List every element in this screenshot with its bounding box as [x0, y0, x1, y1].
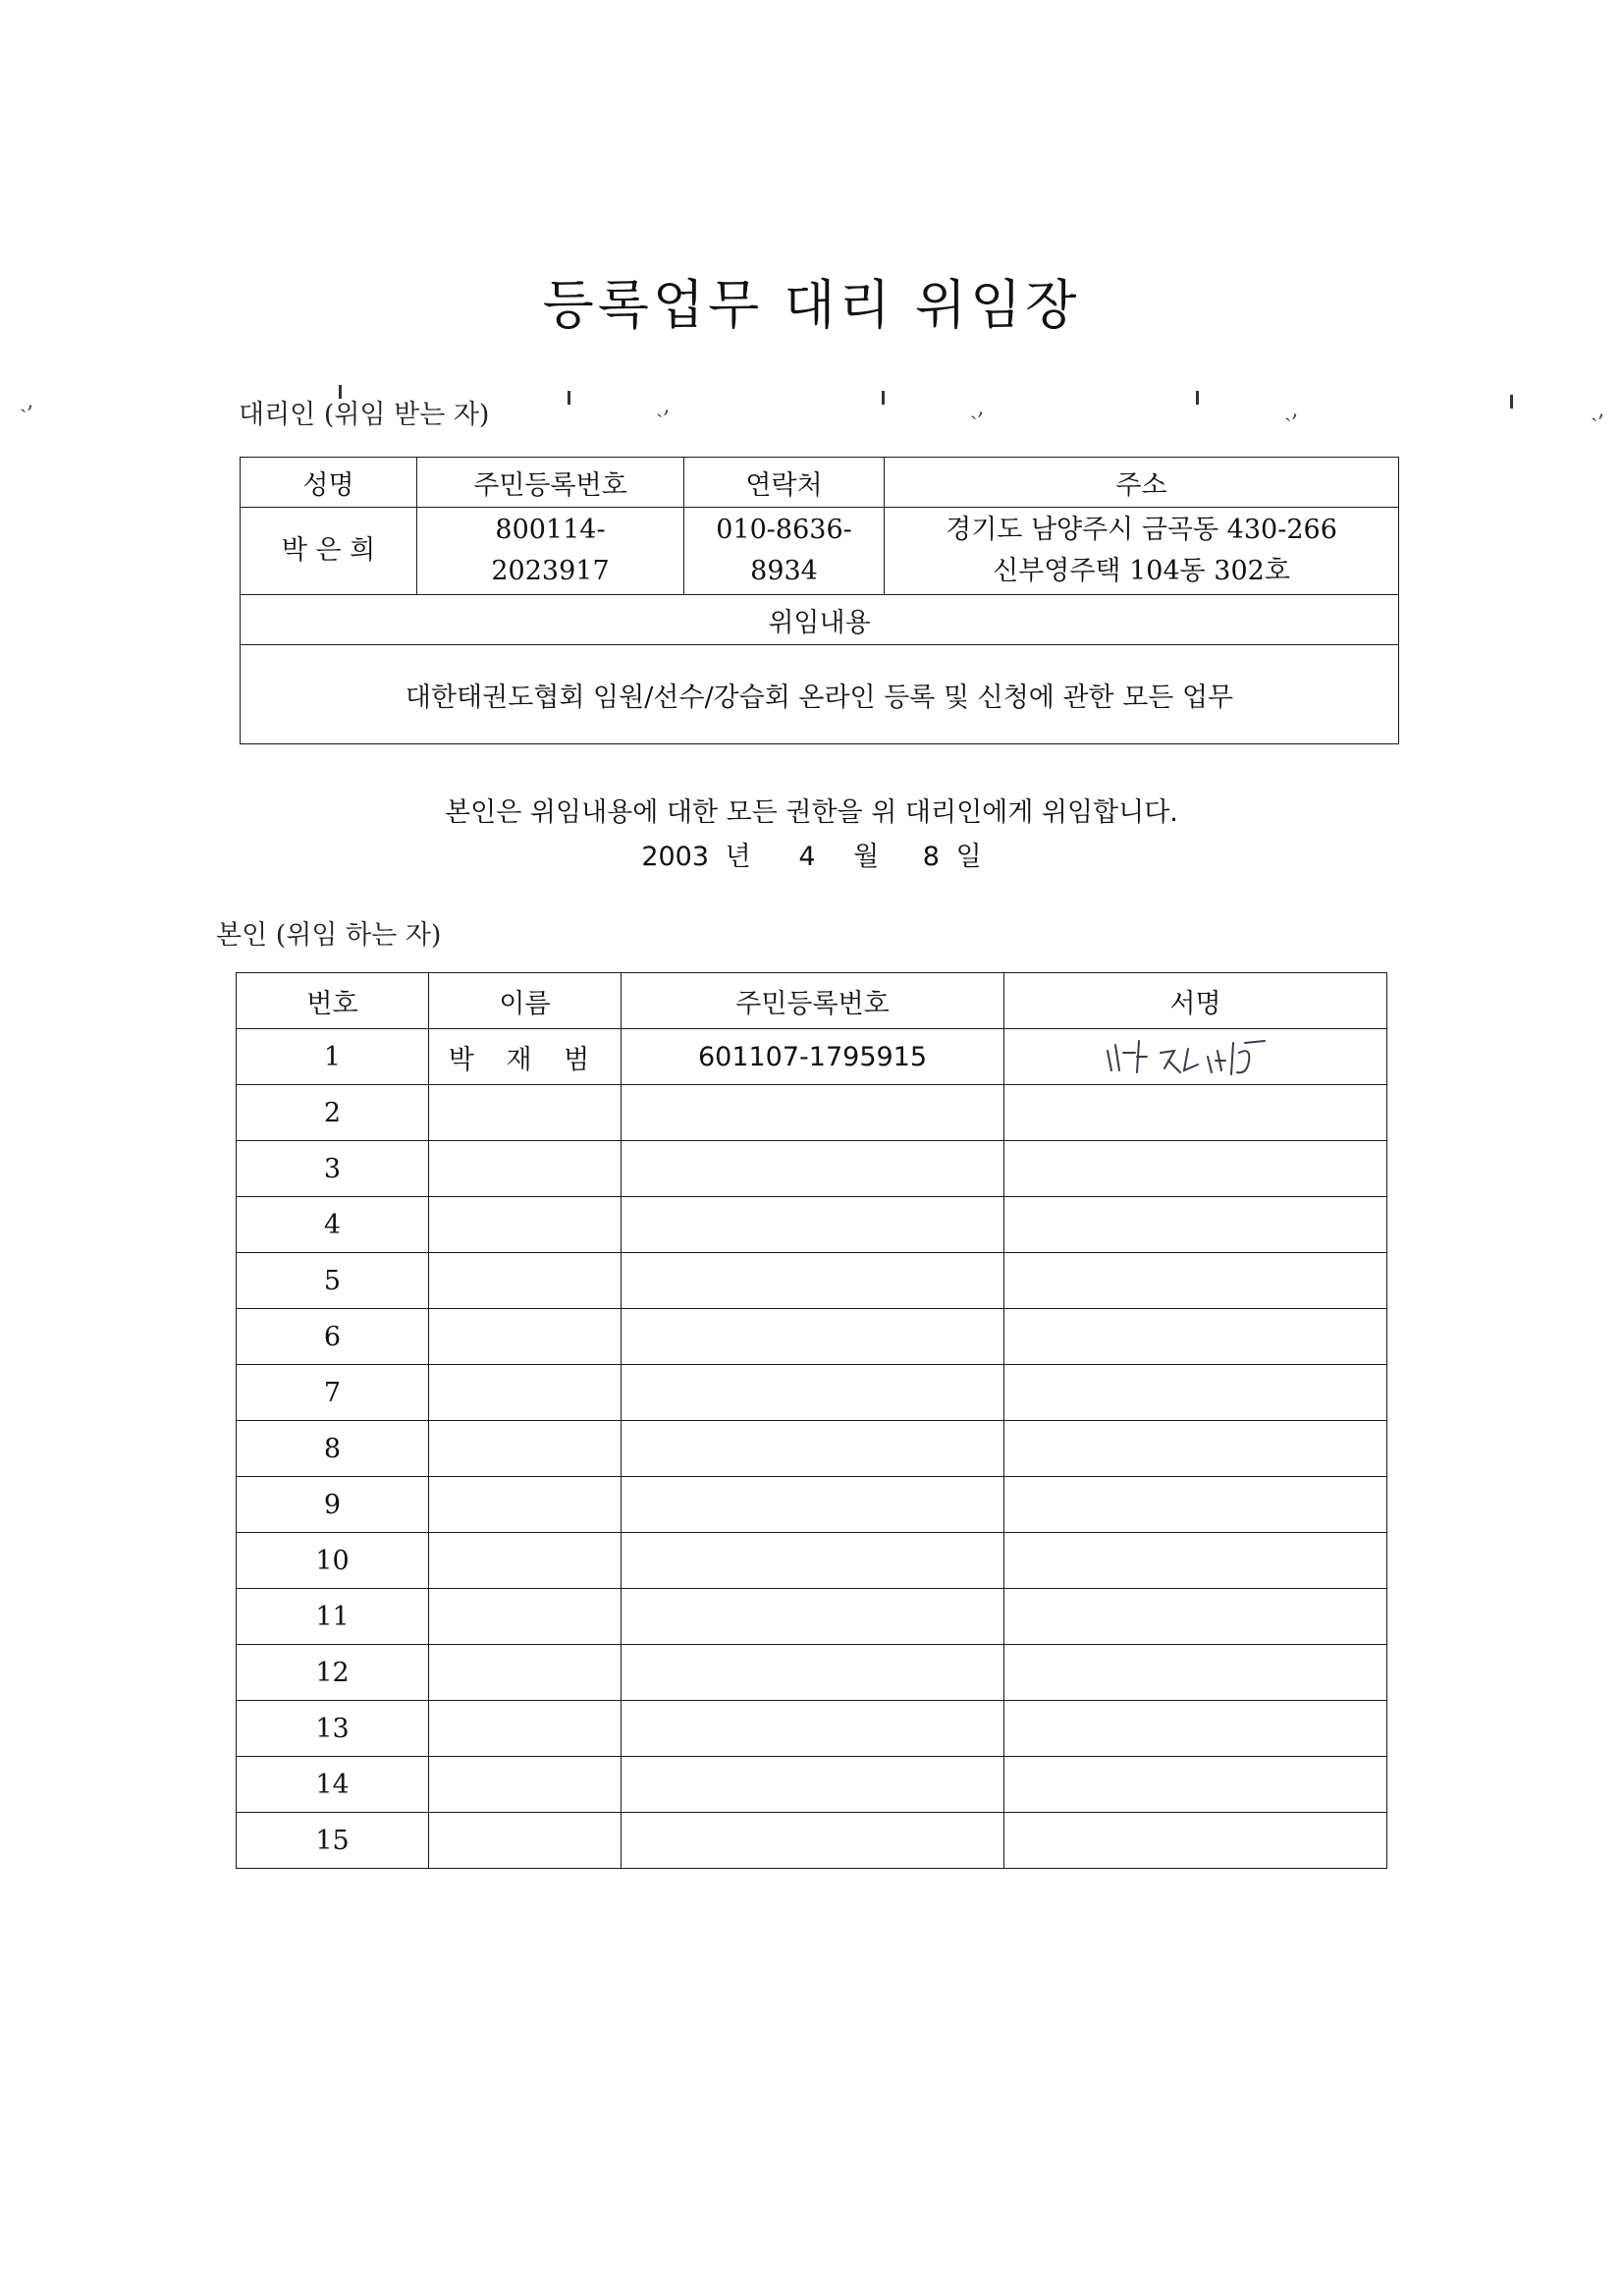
row-name [429, 1813, 622, 1869]
row-no: 15 [237, 1813, 429, 1869]
content-header: 위임내용 [241, 595, 1399, 645]
scan-mark: ˎ, [970, 396, 985, 420]
row-signature [1004, 1365, 1387, 1421]
statement-date [0, 835, 1623, 873]
row-no: 3 [237, 1141, 429, 1197]
row-signature [1004, 1029, 1387, 1085]
principal-row [237, 1477, 1387, 1533]
date-day-unit: 일 [955, 842, 982, 872]
scan-mark: ˎ, [20, 389, 34, 413]
agent-phone-line2: 8934 [750, 556, 818, 586]
agent-address-line2: 신부영주택 104동 302호 [993, 556, 1290, 586]
date-day: 8 [922, 842, 940, 872]
agent-phone-cell [684, 508, 885, 595]
principal-row [237, 1141, 1387, 1197]
row-no: 9 [237, 1477, 429, 1533]
row-signature [1004, 1085, 1387, 1141]
principal-row [237, 1757, 1387, 1813]
principal-row [237, 1365, 1387, 1421]
row-signature [1004, 1757, 1387, 1813]
scan-mark [568, 391, 570, 405]
date-month: 4 [798, 842, 816, 872]
row-signature [1004, 1701, 1387, 1757]
agent-header-rrn: 주민등록번호 [417, 458, 684, 508]
row-no: 14 [237, 1757, 429, 1813]
content-row [241, 645, 1399, 744]
row-no: 6 [237, 1309, 429, 1365]
row-no: 4 [237, 1197, 429, 1253]
row-signature [1004, 1589, 1387, 1645]
scan-mark: ˎ, [656, 394, 671, 418]
row-name [429, 1253, 622, 1309]
row-no: 11 [237, 1589, 429, 1645]
row-no: 2 [237, 1085, 429, 1141]
row-no: 8 [237, 1421, 429, 1477]
scan-mark: ˎ, [1284, 398, 1299, 422]
agent-section-label: 대리인 (위임 받는 자) [239, 400, 490, 430]
row-no: 10 [237, 1533, 429, 1589]
agent-header-name: 성명 [241, 458, 417, 508]
agent-data-row [241, 508, 1399, 595]
date-year-unit: 년 [725, 842, 751, 872]
agent-rrn-cell [417, 508, 684, 595]
row-rrn [622, 1365, 1004, 1421]
handwritten-signature [1078, 1031, 1314, 1082]
principal-header-name: 이름 [429, 973, 622, 1029]
row-name [429, 1141, 622, 1197]
row-rrn [622, 1421, 1004, 1477]
row-rrn [622, 1197, 1004, 1253]
agent-rrn-line1: 800114- [495, 515, 606, 545]
principal-row [237, 1029, 1387, 1085]
agent-header-phone: 연락처 [684, 458, 885, 508]
row-signature [1004, 1309, 1387, 1365]
scan-mark: ˎ, [1591, 398, 1605, 422]
agent-address-line1: 경기도 남양주시 금곡동 430-266 [946, 515, 1337, 545]
principal-row [237, 1421, 1387, 1477]
principal-row [237, 1589, 1387, 1645]
principal-row [237, 1701, 1387, 1757]
agent-address-cell [885, 508, 1399, 595]
row-no: 1 [237, 1029, 429, 1085]
principal-row [237, 1085, 1387, 1141]
agent-table [240, 457, 1399, 744]
scan-mark [1196, 391, 1199, 405]
delegation-content: 대한태권도협회 임원/선수/강습회 온라인 등록 및 신청에 관한 모든 업무 [241, 645, 1399, 744]
principal-row [237, 1253, 1387, 1309]
row-signature [1004, 1477, 1387, 1533]
row-name [429, 1533, 622, 1589]
row-no: 12 [237, 1645, 429, 1701]
row-rrn [622, 1085, 1004, 1141]
row-rrn [622, 1253, 1004, 1309]
principal-row [237, 1813, 1387, 1869]
row-rrn [622, 1533, 1004, 1589]
principal-section-label: 본인 (위임 하는 자) [216, 920, 442, 951]
document-title: 등록업무 대리 위임장 [542, 274, 1081, 336]
row-signature [1004, 1533, 1387, 1589]
principal-header-no: 번호 [237, 973, 429, 1029]
row-rrn [622, 1757, 1004, 1813]
row-no: 5 [237, 1253, 429, 1309]
date-year: 2003 [641, 842, 710, 872]
row-no: 13 [237, 1701, 429, 1757]
principal-header-rrn: 주민등록번호 [622, 973, 1004, 1029]
agent-header-row [241, 458, 1399, 508]
delegation-statement: 본인은 위임내용에 대한 모든 권한을 위 대리인에게 위임합니다. [445, 797, 1178, 828]
scan-mark [882, 391, 885, 405]
agent-phone-line1: 010-8636- [716, 515, 852, 545]
row-name [429, 1589, 622, 1645]
row-signature [1004, 1813, 1387, 1869]
row-rrn [622, 1477, 1004, 1533]
agent-rrn-line2: 2023917 [491, 556, 610, 586]
row-name [429, 1309, 622, 1365]
date-month-unit: 월 [853, 842, 880, 872]
principal-header-signature: 서명 [1004, 973, 1387, 1029]
agent-header-address: 주소 [885, 458, 1399, 508]
row-signature [1004, 1645, 1387, 1701]
row-rrn [622, 1309, 1004, 1365]
agent-name-cell [241, 508, 417, 595]
agent-name: 박 은 희 [281, 535, 376, 566]
scan-mark [1510, 395, 1513, 409]
row-signature [1004, 1253, 1387, 1309]
principal-row [237, 1645, 1387, 1701]
row-rrn [622, 1701, 1004, 1757]
row-rrn [622, 1813, 1004, 1869]
row-rrn [622, 1589, 1004, 1645]
row-no: 7 [237, 1365, 429, 1421]
content-header-row [241, 595, 1399, 645]
row-signature [1004, 1141, 1387, 1197]
row-name [429, 1757, 622, 1813]
row-name [429, 1701, 622, 1757]
principal-row [237, 1533, 1387, 1589]
row-name [429, 1085, 622, 1141]
principal-header-row [237, 973, 1387, 1029]
row-rrn [622, 1645, 1004, 1701]
row-name [429, 1645, 622, 1701]
row-signature [1004, 1197, 1387, 1253]
row-name [429, 1477, 622, 1533]
row-rrn: 601107-1795915 [622, 1029, 1004, 1085]
principal-row [237, 1309, 1387, 1365]
principal-table [236, 972, 1387, 1869]
row-name [429, 1365, 622, 1421]
row-signature [1004, 1421, 1387, 1477]
row-name [429, 1421, 622, 1477]
principal-row [237, 1197, 1387, 1253]
row-name [429, 1197, 622, 1253]
row-rrn [622, 1141, 1004, 1197]
row-name: 박 재 범 [429, 1029, 622, 1085]
